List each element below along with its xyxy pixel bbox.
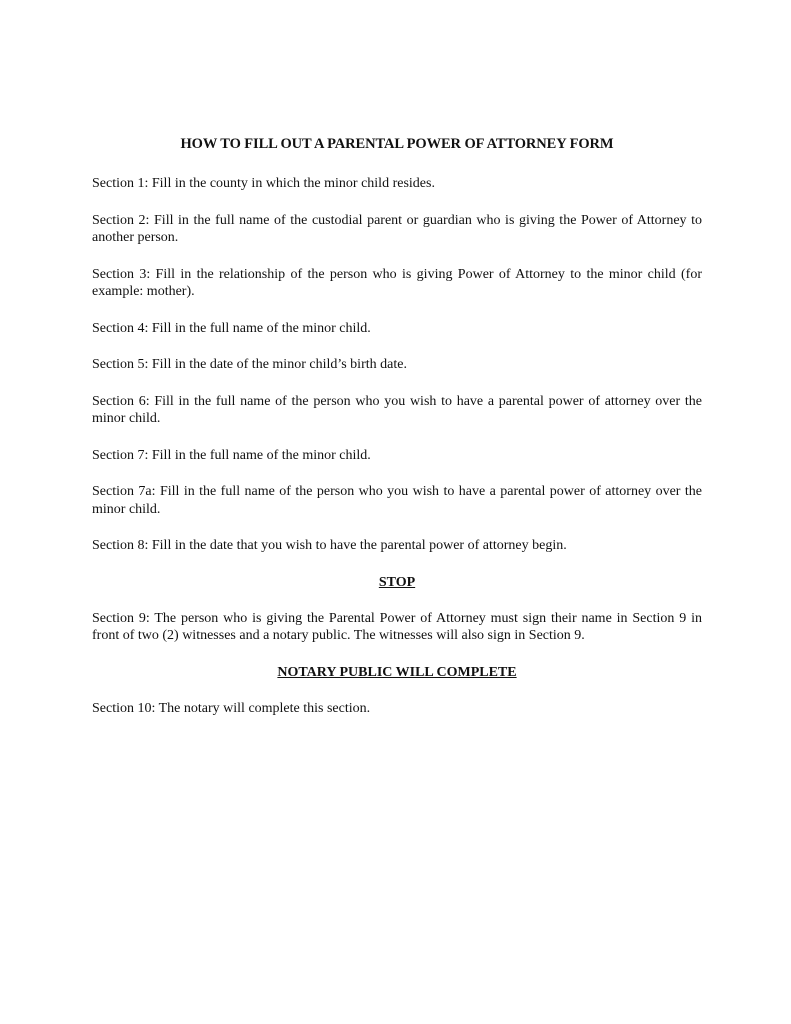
section-10-instruction: Section 10: The notary will complete this section. bbox=[92, 700, 371, 716]
section-2-instruction: Section 2: Fill in the full name of the custodial parent or guardian who is giving the Power of Attorney to another person. bbox=[92, 212, 702, 245]
section-7-instruction: Section 7: Fill in the full name of the minor child. bbox=[92, 447, 371, 463]
section-7a-instruction: Section 7a: Fill in the full name of the person who you wish to have a parental power of attorney over the minor child. bbox=[92, 484, 702, 517]
notary-heading: NOTARY PUBLIC WILL COMPLETE bbox=[277, 664, 517, 680]
section-6-instruction: Section 6: Fill in the full name of the person who you wish to have a parental power of attorney over the minor child. bbox=[92, 393, 702, 426]
section-5-instruction: Section 5: Fill in the date of the minor child’s birth date. bbox=[92, 357, 407, 372]
section-1-instruction: Section 1: Fill in the county in which the minor child resides. bbox=[92, 176, 435, 191]
document-body bbox=[92, 136, 702, 736]
section-9-instruction: Section 9: The person who is giving the Parental Power of Attorney must sign their name in Section 9 in front of two (2) witnesses and a notary public. The witnesses will also sign in Section 9. bbox=[92, 610, 702, 643]
stop-heading: STOP bbox=[378, 574, 416, 590]
section-8-instruction: Section 8: Fill in the date that you wish to have the parental power of attorney begin. bbox=[92, 538, 567, 553]
section-3-instruction: Section 3: Fill in the relationship of the person who is giving Power of Attorney to the minor child (for example: mother). bbox=[92, 266, 702, 299]
document-title: HOW TO FILL OUT A PARENTAL POWER OF ATTORNEY FORM bbox=[180, 136, 614, 152]
section-4-instruction: Section 4: Fill in the full name of the minor child. bbox=[92, 320, 371, 336]
